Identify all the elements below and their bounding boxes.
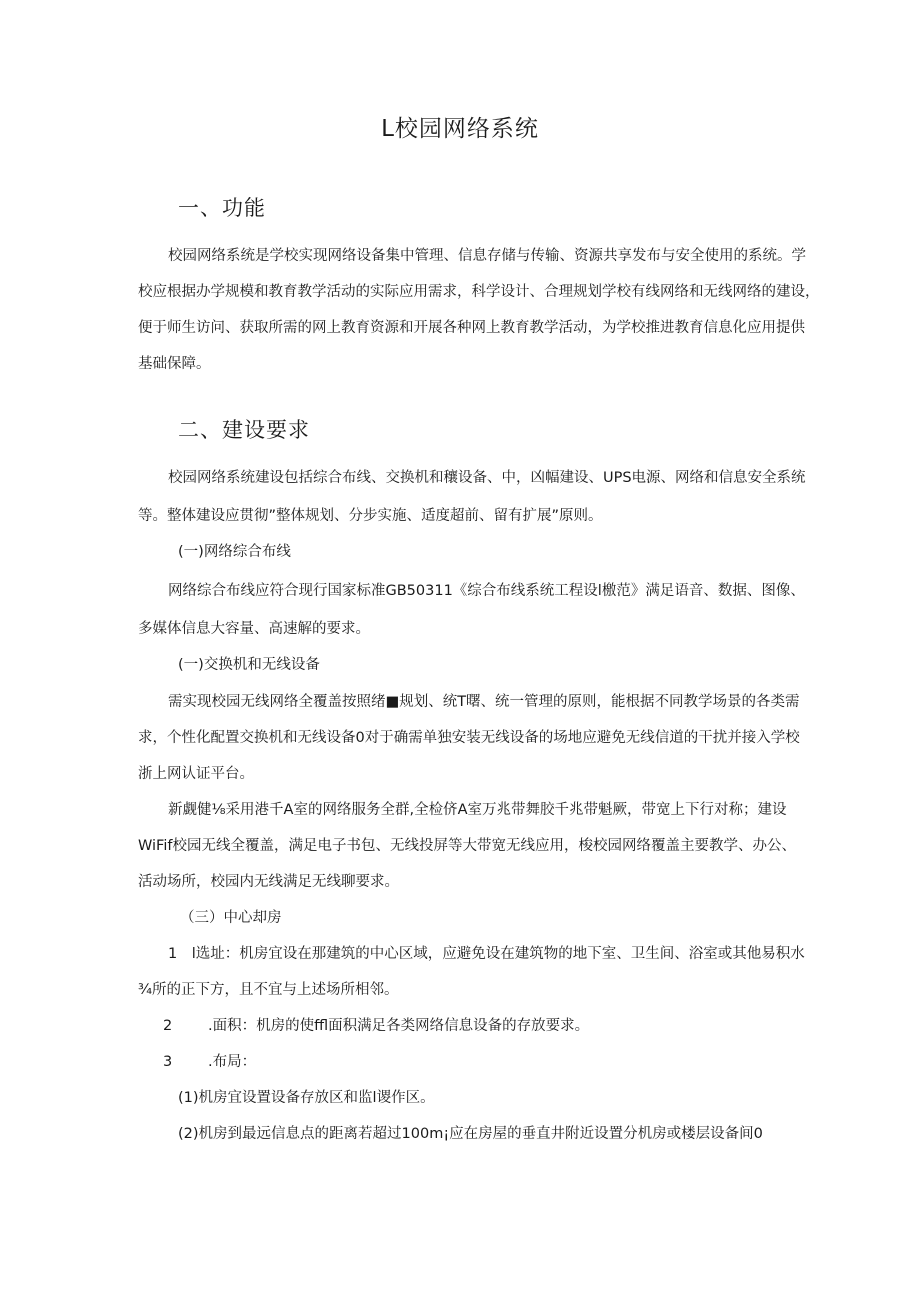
paragraph-line: ¾所的正下方，且不宜与上述场所相邻。 [138, 982, 399, 998]
paragraph-line: 便于师生访问、获取所需的网上教育资源和开展各种网上教育教学活动，为学校推进教育信息化应用提供 [138, 320, 805, 336]
list-item: (2)机房到最远信息点的距离若超过100m¡应在房屋的垂直井附近设置分机房或楼层设备间0 [178, 1126, 763, 1142]
list-item: .布局： [208, 1054, 257, 1070]
subsection-heading: (一)交换机和无线设备 [178, 657, 320, 673]
subsection-heading: (一)网络综合布线 [178, 544, 291, 560]
list-number: 2 [163, 1018, 173, 1034]
paragraph-line: 浙上网认证平台。 [138, 766, 254, 782]
paragraph-line: WiFif校园无线全覆盖，满足电子书包、无线投屏等大带宽无线应用，梭校园网络覆盖主要教学、办公、 [138, 838, 796, 854]
paragraph-line: 新觑健⅛采用港千A室的网络服务全群,全检侪A室万兆带舞胶千兆带魁厥，带宽上下行对称；建设 [168, 802, 787, 818]
paragraph-line: 多媒体信息大容量、高速解的要求。 [138, 621, 370, 637]
section2-heading: 二、建设要求 [178, 418, 310, 442]
paragraph-line: 校园网络系统建设包括综合布线、交换机和穰设备、中，凶幅建设、UPS电源、网络和信息安全系统 [168, 470, 806, 486]
paragraph-line: 活动场所，校园内无线满足无线聊要求。 [138, 874, 399, 890]
paragraph-line: 校应根据办学规模和教育教学活动的实际应用需求，科学设计、合理规划学校有线网络和无线网络的建设， [138, 284, 820, 300]
list-item: .面积：机房的使ffl面积满足各类网络信息设备的存放要求。 [208, 1018, 590, 1034]
subsection-heading: （三）中心却房 [180, 910, 282, 926]
paragraph-line: 校园网络系统是学校实现网络设备集中管理、信息存储与传输、资源共享发布与安全使用的系统。学 [168, 248, 806, 264]
list-number: 3 [163, 1054, 173, 1070]
paragraph-line: 求，个性化配置交换机和无线设备0对于确需单独安装无线设备的场地应避免无线信道的干扰并接入学校 [138, 730, 800, 746]
paragraph-line: 网络综合布线应符合现行国家标准GB50311《综合布线系统工程设l檄范》满足语音、数据、图像、 [168, 583, 805, 599]
paragraph-line: 等。整体建设应贯彻”整体规划、分步实施、适度超前、留有扩展”原则。 [138, 508, 603, 524]
paragraph-line: 基础保障。 [138, 356, 211, 372]
paragraph-line: 需实现校园无线网络全覆盖按照绪■规划、统T曙、统一管理的原则，能根据不同教学场景的各类需 [168, 694, 800, 710]
section1-heading: 一、功能 [178, 196, 266, 220]
paragraph-line: 1 l选址：机房宜设在那建筑的中心区域，应避免设在建筑物的地下室、卫生间、浴室或其他易积水 [168, 946, 805, 962]
list-item: (1)机房宜设置设备存放区和监l谡作区。 [178, 1090, 435, 1106]
page-title: L校园网络系统 [381, 116, 539, 142]
